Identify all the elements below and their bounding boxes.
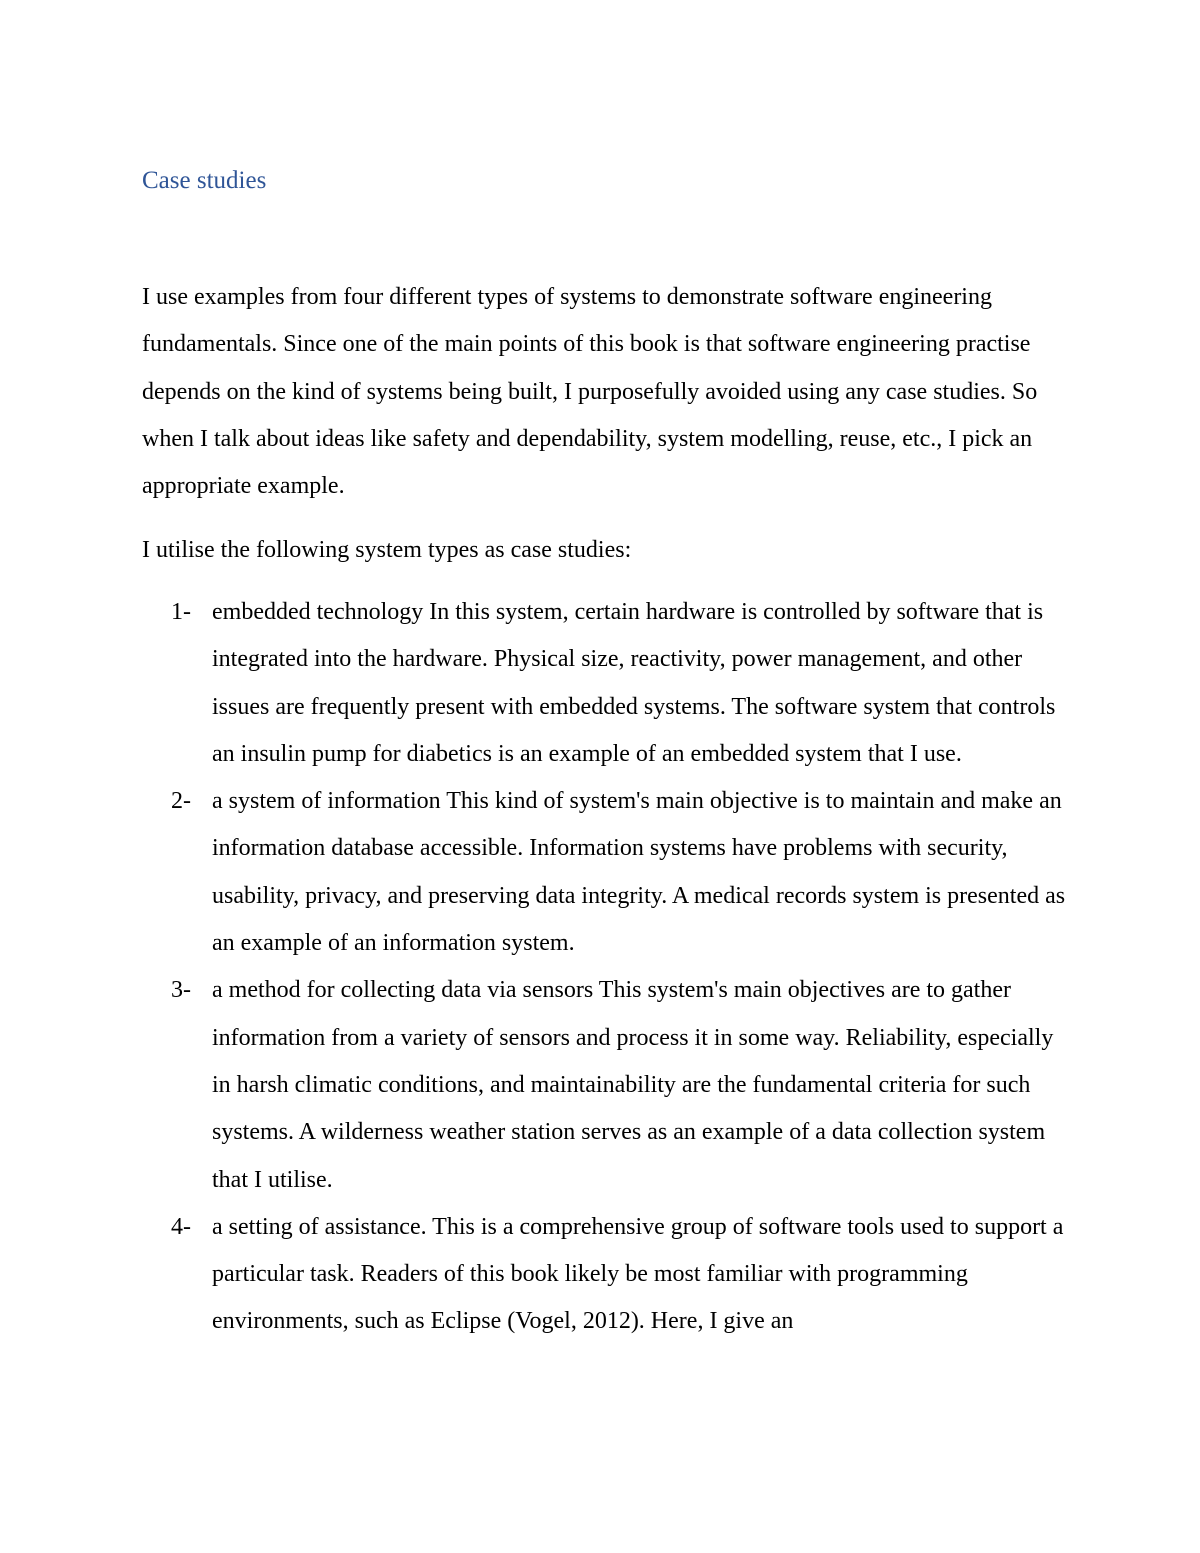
list-item-text: a setting of assistance. This is a comprehensive group of software tools used to support a particular task. Readers of this book likely be most familiar with programming environments, such as Eclipse (Vogel, 2012). Here, I give an [212,1213,1064,1335]
list-number: 4- [171,1213,191,1240]
intro-paragraph: I use examples from four different types of systems to demonstrate software engineering fundamentals. Since one of the main points of this book is that software engineering practise depends on the kind of systems being built, I purposefully avoided using any case studies. So when I talk about ideas like safety and dependability, system modelling, reuse, etc., I pick an appropriate example. [142,284,1038,500]
list-number: 2- [171,788,191,815]
case-study-list [142,589,1072,1346]
list-item-text: embedded technology In this system, certain hardware is controlled by software that is integrated into the hardware. Physical size, reactivity, power management, and other issues are frequently present with embedded systems. The software system that controls an insulin pump for diabetics is an example of an embedded system that I use. [212,599,1056,767]
list-item-3 [142,967,1072,1203]
list-intro: I utilise the following system types as case studies: [142,537,632,563]
list-item-text: a system of information This kind of system's main objective is to maintain and make an information database accessible. Information systems have problems with security, usability, privacy, and preserving data integrity. A medical records system is presented as an example of an information system. [212,788,1066,957]
list-item-4 [142,1204,1072,1346]
list-number: 1- [171,599,191,625]
list-item-text: a method for collecting data via sensors This system's main objectives are to gather information from a variety of sensors and process it in some way. Reliability, especially in harsh climatic conditions, and maintainability are the fundamental criteria for such systems. A wilderness weather station serves as an example of a data collection system that I utilise. [212,977,1054,1193]
list-item-1 [142,589,1072,778]
list-number: 3- [171,977,191,1004]
section-heading: Case studies [142,167,267,194]
list-item-2 [142,778,1072,967]
